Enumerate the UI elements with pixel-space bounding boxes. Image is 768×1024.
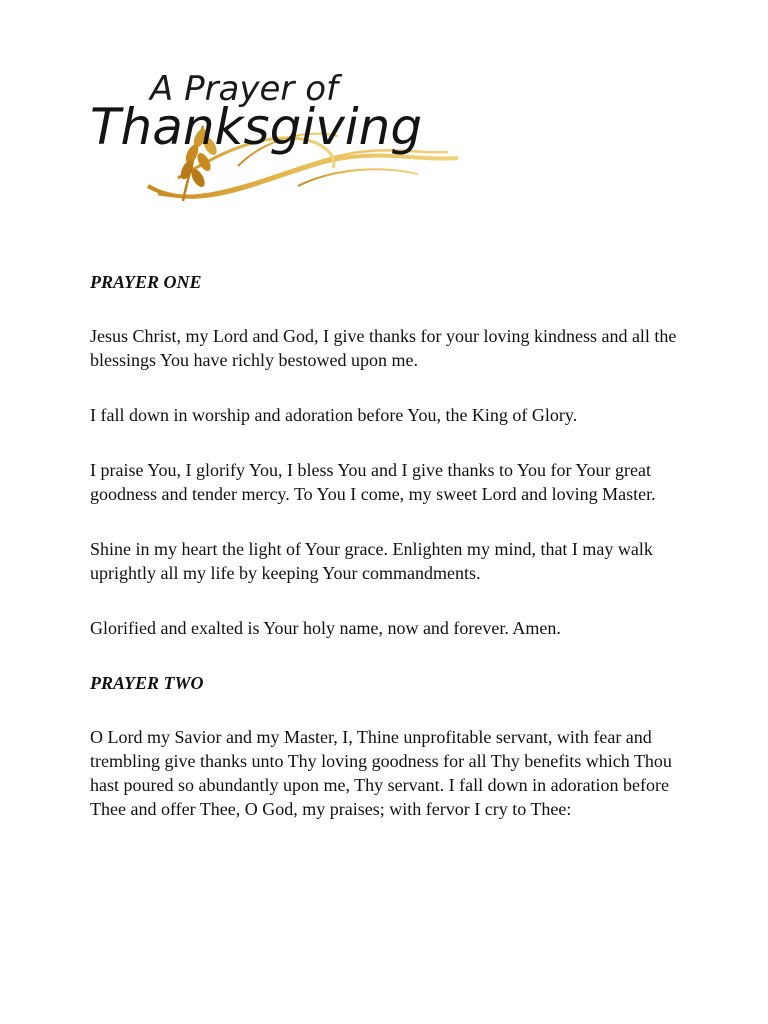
logo-line1: A Prayer of [150, 69, 338, 109]
prayer-one-paragraph-5: Glorified and exalted is Your holy name, now and forever. Amen. [90, 618, 561, 638]
prayer-two-heading: PRAYER TWO [90, 673, 204, 693]
prayer-two-paragraph-1: O Lord my Savior and my Master, I, Thine unprofitable servant, with fear and trembling give thanks unto Thy loving goodness for all Thy benefits which Thou hast poured so abundantly upon me, Thy servant. I fall down in adoration before Thee and offer Thee, O God, my praises; with fervor I cry to Thee: [90, 727, 672, 819]
thanksgiving-logo [88, 66, 468, 216]
prayer-one-paragraph-3: I praise You, I glorify You, I bless You and I give thanks to You for Your great goodness and tender mercy. To You I come, my sweet Lord and loving Master. [90, 460, 656, 504]
prayer-one-paragraph-4: Shine in my heart the light of Your grace. Enlighten my mind, that I may walk uprightly all my life by keeping Your commandments. [90, 539, 653, 583]
logo-line2: Thanksgiving [90, 98, 423, 156]
wheat-swirl-icon [88, 66, 468, 216]
prayer-one-paragraph-1: Jesus Christ, my Lord and God, I give thanks for your loving kindness and all the blessings You have richly bestowed upon me. [90, 326, 677, 370]
prayer-one-heading: PRAYER ONE [90, 272, 202, 292]
prayer-one-paragraph-2: I fall down in worship and adoration before You, the King of Glory. [90, 405, 578, 425]
prayer-content [90, 270, 690, 852]
